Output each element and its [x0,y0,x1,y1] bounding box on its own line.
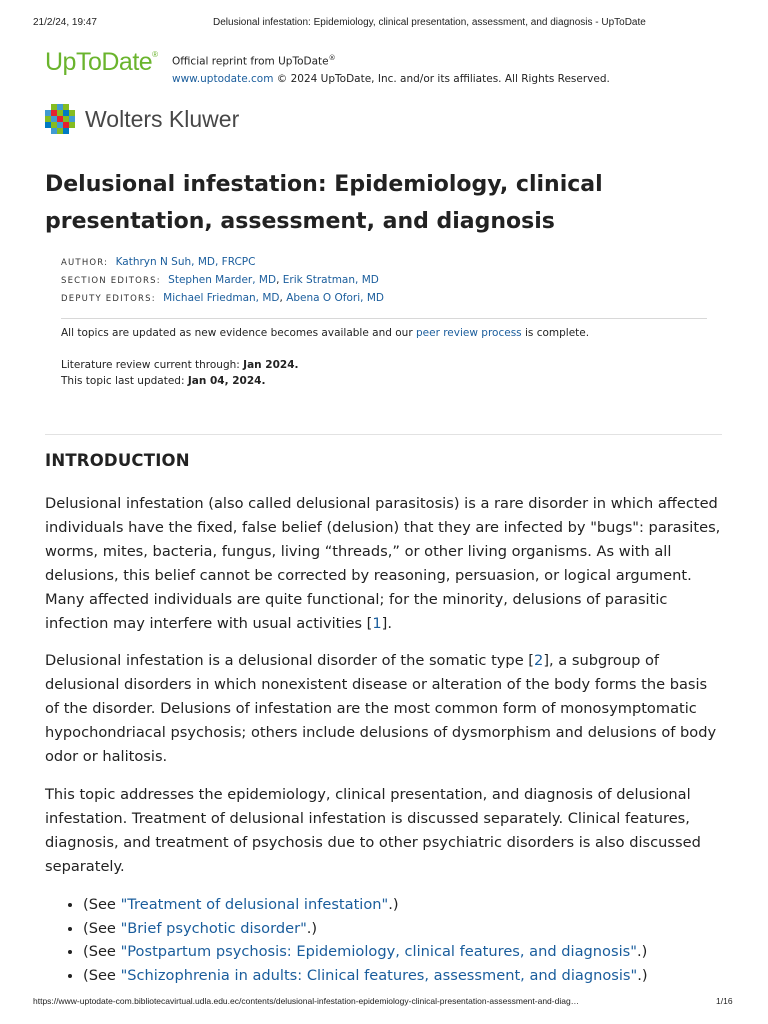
paragraph-text: Delusional infestation (also called delusional parasitosis) is a rare disorder in which affected individuals have the fixed, false belief (delusion) that they are infected by "bugs": parasites, worms, mites, bacteria, fungus, living “threads,” or other living organisms. As with all delusions, this belief cannot be corrected by reasoning, persuasion, or logical argument. Many affected individuals are quite functional; for the minority, delusions of parasitic infection may interfere with usual activities [ [45,495,721,632]
last-updated-line [61,373,299,389]
paragraph-text: ], a subgroup of delusional disorders in which nonexistent disease or alteration of the body forms the basis of the disorder. Delusions of infestation are the most common form of monosymptomatic hypochondriacal psychosis; others include delusions of dysmorphism and delusions of body odor or halitosis. [45,652,717,766]
lit-review-line [61,357,299,373]
section-editor-link[interactable]: Erik Stratman, MD [282,274,379,286]
topic-link[interactable]: "Treatment of delusional infestation" [120,895,389,913]
see-prefix: (See [83,895,121,913]
uptodate-logo-text: UpToDate [45,48,153,76]
article-credits [61,254,384,308]
section-editor-link[interactable]: Stephen Marder, MD [168,274,277,286]
wolters-kluwer-logo [45,104,245,134]
deputy-editors-line: DEPUTY EDITORS: Michael Friedman, MD, Abena O Ofori, MD [61,292,384,304]
divider [45,434,722,435]
uptodate-site-link[interactable]: www.uptodate.com [172,72,274,85]
introduction-body [45,492,725,988]
last-updated-date: Jan 04, 2024. [187,375,266,387]
print-url: https://www-uptodate-com.bibliotecavirtual.udla.edu.ec/contents/delusional-infestation-epidemiology-clinical-presentation-assessment-and-diag… [33,996,580,1006]
copyright-text: © 2024 UpToDate, Inc. and/or its affiliates. All Rights Reserved. [273,72,610,85]
see-also-list [45,893,725,989]
page-number: 1/16 [716,996,733,1006]
uptodate-logo-mark: ® [152,50,158,59]
section-editors-line: SECTION EDITORS: Stephen Marder, MD, Erik Stratman, MD [61,274,379,286]
list-item [83,917,725,941]
author-label: AUTHOR: [61,258,109,268]
deputy-editor-link[interactable]: Michael Friedman, MD [163,292,280,304]
review-dates [61,357,299,389]
last-updated-label: This topic last updated: [61,375,188,387]
topic-link[interactable]: "Brief psychotic disorder" [120,919,307,937]
section-editors-label: SECTION EDITORS: [61,276,161,286]
lit-review-date: Jan 2024. [243,359,299,371]
lit-review-label: Literature review current through: [61,359,244,371]
paragraph [45,649,725,769]
divider [61,318,707,319]
see-suffix: .) [388,895,399,913]
list-item [83,893,725,917]
print-footer [0,994,768,1008]
author-line [61,254,384,272]
see-suffix: .) [637,967,648,985]
list-item [83,940,725,964]
author-link[interactable]: Kathryn N Suh, MD, FRCPC [115,256,256,268]
print-timestamp: 21/2/24, 19:47 [33,17,97,28]
deputy-editors-label: DEPUTY EDITORS: [61,294,156,304]
update-notice [61,325,589,342]
reference-link[interactable]: 2 [534,652,544,670]
see-prefix: (See [83,919,121,937]
paragraph-text: Delusional infestation is a delusional disorder of the somatic type [ [45,652,535,670]
topic-link[interactable]: "Postpartum psychosis: Epidemiology, clinical features, and diagnosis" [120,943,637,961]
reprint-notice [172,50,610,88]
update-notice-pre: All topics are updated as new evidence becomes available and our [61,327,416,339]
paragraph-text: ]. [381,614,392,632]
print-header [0,14,768,30]
update-notice-post: is complete. [521,327,590,339]
wolters-kluwer-globe-icon [45,104,77,134]
reprint-text: Official reprint from UpToDate [172,55,329,68]
article-title: Delusional infestation: Epidemiology, clinical presentation, assessment, and diagnosis [45,172,603,234]
see-prefix: (See [83,943,121,961]
print-page-title: Delusional infestation: Epidemiology, clinical presentation, assessment, and diagnosis - UpToDate [213,17,646,28]
topic-link[interactable]: "Schizophrenia in adults: Clinical features, assessment, and diagnosis" [120,967,638,985]
see-suffix: .) [306,919,318,937]
reference-link[interactable]: 1 [372,614,382,632]
reprint-mark: ® [328,54,336,62]
wolters-kluwer-name: Wolters Kluwer [85,106,240,132]
see-prefix: (See [83,967,121,985]
uptodate-logo [45,48,158,77]
section-heading-introduction: INTRODUCTION [45,451,190,470]
paragraph [45,492,725,635]
see-suffix: .) [636,943,648,961]
deputy-editor-link[interactable]: Abena O Ofori, MD [286,292,384,304]
peer-review-link[interactable]: peer review process [415,327,522,339]
list-item [83,964,725,988]
paragraph: This topic addresses the epidemiology, clinical presentation, and diagnosis of delusional infestation. Treatment of delusional infestation is discussed separately. Clinical features, diagnosis, and treatment of psychosis due to other psychiatric disorders is also discussed separately. [45,785,701,875]
